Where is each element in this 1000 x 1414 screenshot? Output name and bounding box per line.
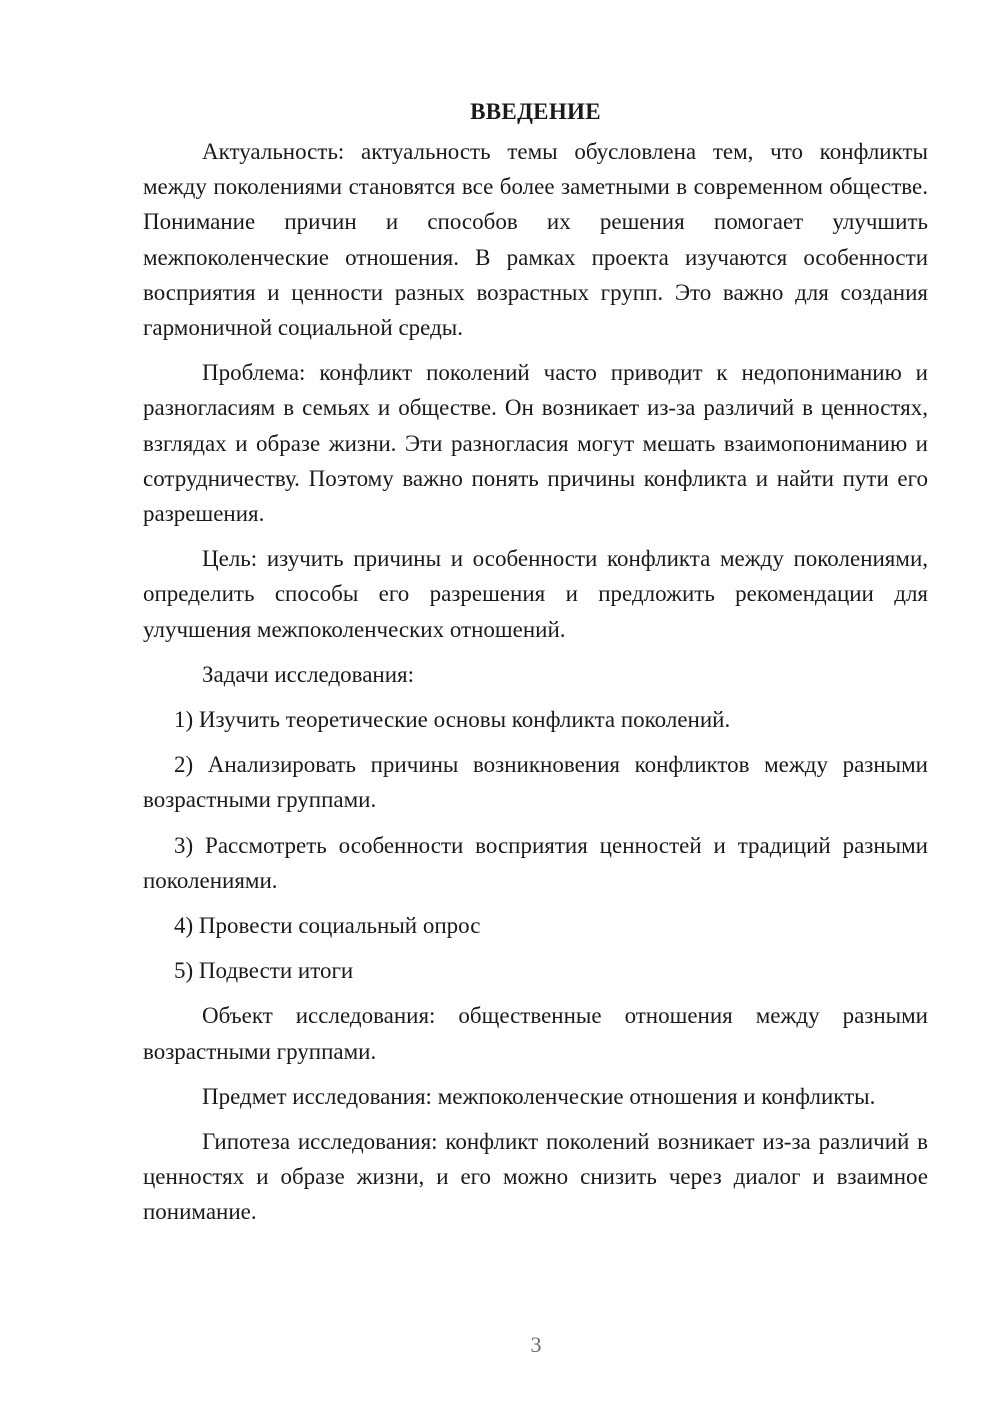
paragraph-goal: Цель: изучить причины и особенности конфликта между поколениями, определить способы его разрешения и предложить рекомендации для улучшения межпоколенческих отношений. — [143, 546, 928, 642]
page-number: 3 — [530, 1332, 542, 1357]
task-item-5: 5) Подвести итоги — [174, 958, 354, 984]
task-item-1: 1) Изучить теоретические основы конфликта поколений. — [174, 707, 731, 733]
paragraph-tasks-heading: Задачи исследования: — [202, 661, 415, 687]
page-body — [143, 94, 928, 1230]
paragraph-hypothesis: Гипотеза исследования: конфликт поколений возникает из-за различий в ценностях и образе жизни, и его можно снизить через диалог и взаимное понимание. — [143, 1129, 928, 1225]
paragraph-relevance: Актуальность: актуальность темы обусловлена тем, что конфликты между поколениями становятся все более заметными в современном обществе. Понимание причин и способов их решения помогает улучшить межпоколенческие отношения. В рамках проекта изучаются особенности восприятия и ценности разных возрастных групп. Это важно для создания гармоничной социальной среды. — [143, 139, 928, 341]
paragraph-subject: Предмет исследования: межпоколенческие отношения и конфликты. — [202, 1083, 876, 1109]
section-title: ВВЕДЕНИЕ — [470, 99, 601, 124]
paragraph-problem: Проблема: конфликт поколений часто приводит к недопониманию и разногласиям в семьях и обществе. Он возникает из-за различий в ценностях, взглядах и образе жизни. Эти разногласия могут мешать взаимопониманию и сотрудничеству. Поэтому важно понять причины конфликта и найти пути его разрешения. — [143, 360, 928, 527]
task-item-3: 3) Рассмотреть особенности восприятия ценностей и традиций разными поколениями. — [143, 832, 928, 893]
paragraph-object: Объект исследования: общественные отношения между разными возрастными группами. — [143, 1003, 928, 1064]
task-item-2: 2) Анализировать причины возникновения конфликтов между разными возрастными группами. — [143, 752, 928, 813]
task-item-4: 4) Провести социальный опрос — [174, 913, 481, 939]
